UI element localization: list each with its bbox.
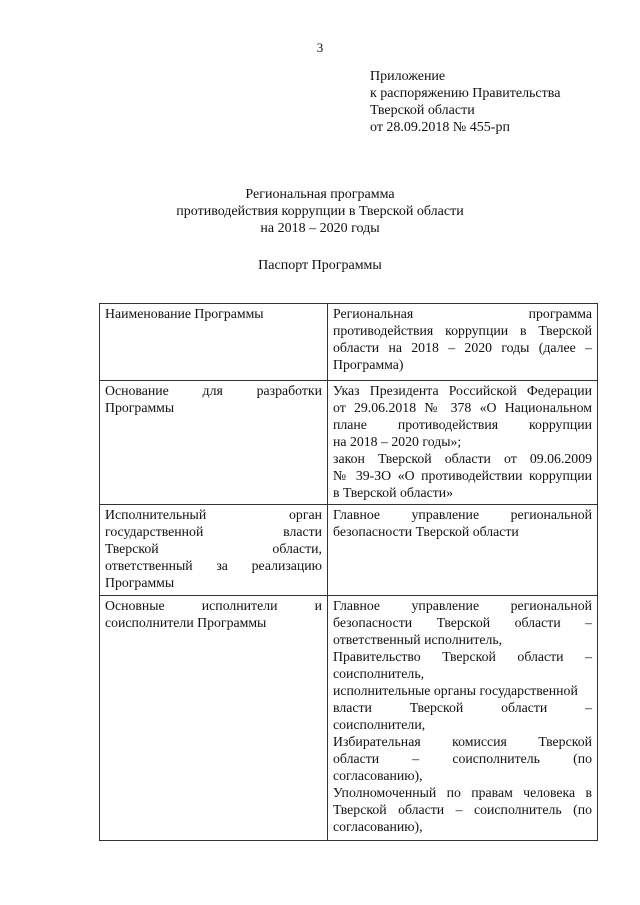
table-row <box>100 381 598 505</box>
cell-line: противодействия коррупции в Тверской <box>333 323 592 338</box>
cell-line: безопасности Тверской области – <box>333 615 592 630</box>
appendix-line: Приложение <box>370 69 446 84</box>
cell-line: Исполнительный орган <box>105 507 322 522</box>
row-value-cell <box>328 596 598 841</box>
cell-line: Главное управление региональной <box>333 507 592 522</box>
cell-line: Программа) <box>333 357 404 372</box>
cell-line: Главное управление региональной <box>333 598 592 613</box>
cell-line: Тверской области – соисполнитель (по <box>333 802 592 817</box>
passport-heading: Паспорт Программы <box>258 258 382 273</box>
row-value-cell <box>328 304 598 381</box>
row-label-cell <box>100 381 328 505</box>
cell-line: Тверской области, <box>105 541 322 556</box>
row-value-cell <box>328 505 598 596</box>
row-label-cell <box>100 505 328 596</box>
cell-line: Наименование Программы <box>105 306 264 321</box>
cell-line: Программы <box>105 575 175 590</box>
cell-line: согласованию), <box>333 768 423 783</box>
cell-line: плане противодействия коррупции <box>333 417 592 432</box>
page-number: 3 <box>316 40 324 55</box>
appendix-line: от 28.09.2018 № 455-рп <box>370 120 510 135</box>
cell-line: Программы <box>105 400 175 415</box>
cell-line: ответственный за реализацию <box>105 558 322 573</box>
appendix-line: к распоряжению Правительства <box>370 86 561 101</box>
title-line: противодействия коррупции в Тверской области <box>176 204 464 219</box>
row-value-cell <box>328 381 598 505</box>
passport-table <box>99 303 598 841</box>
cell-line: безопасности Тверской области <box>333 524 519 539</box>
program-title <box>0 186 640 237</box>
cell-line: Правительство Тверской области – <box>333 649 592 664</box>
cell-line: Уполномоченный по правам человека в <box>333 785 592 800</box>
cell-line: № 39-ЗО «О противодействии коррупции <box>333 468 592 483</box>
cell-line: Избирательная комиссия Тверской <box>333 734 592 749</box>
cell-line: Основание для разработки <box>105 383 322 398</box>
table-row <box>100 304 598 381</box>
cell-line: соисполнители, <box>333 717 426 732</box>
cell-line: государственной власти <box>105 524 322 539</box>
cell-line: ответственный исполнитель, <box>333 632 503 647</box>
cell-line: соисполнители Программы <box>105 615 267 630</box>
title-line: на 2018 – 2020 годы <box>260 221 380 236</box>
cell-line: на 2018 – 2020 годы»; <box>333 434 462 449</box>
cell-line: Указ Президента Российской Федерации <box>333 383 592 398</box>
cell-line: от 29.06.2018 № 378 «О Национальном <box>333 400 592 415</box>
cell-line: области – соисполнитель (по <box>333 751 592 766</box>
row-label-cell <box>100 596 328 841</box>
cell-line: исполнительные органы государственной <box>333 683 578 698</box>
appendix-block <box>370 68 560 136</box>
cell-line: власти Тверской области – <box>333 700 592 715</box>
cell-line: соисполнитель, <box>333 666 425 681</box>
row-label-cell <box>100 304 328 381</box>
cell-line: закон Тверской области от 09.06.2009 <box>333 451 592 466</box>
cell-line: в Тверской области» <box>333 485 454 500</box>
cell-line: области на 2018 – 2020 годы (далее – <box>333 340 592 355</box>
cell-line: согласованию), <box>333 819 423 834</box>
cell-line: Региональная программа <box>333 306 592 321</box>
cell-line: Основные исполнители и <box>105 598 322 613</box>
table-row <box>100 505 598 596</box>
appendix-line: Тверской области <box>370 103 475 118</box>
title-line: Региональная программа <box>245 187 395 202</box>
table-row <box>100 596 598 841</box>
